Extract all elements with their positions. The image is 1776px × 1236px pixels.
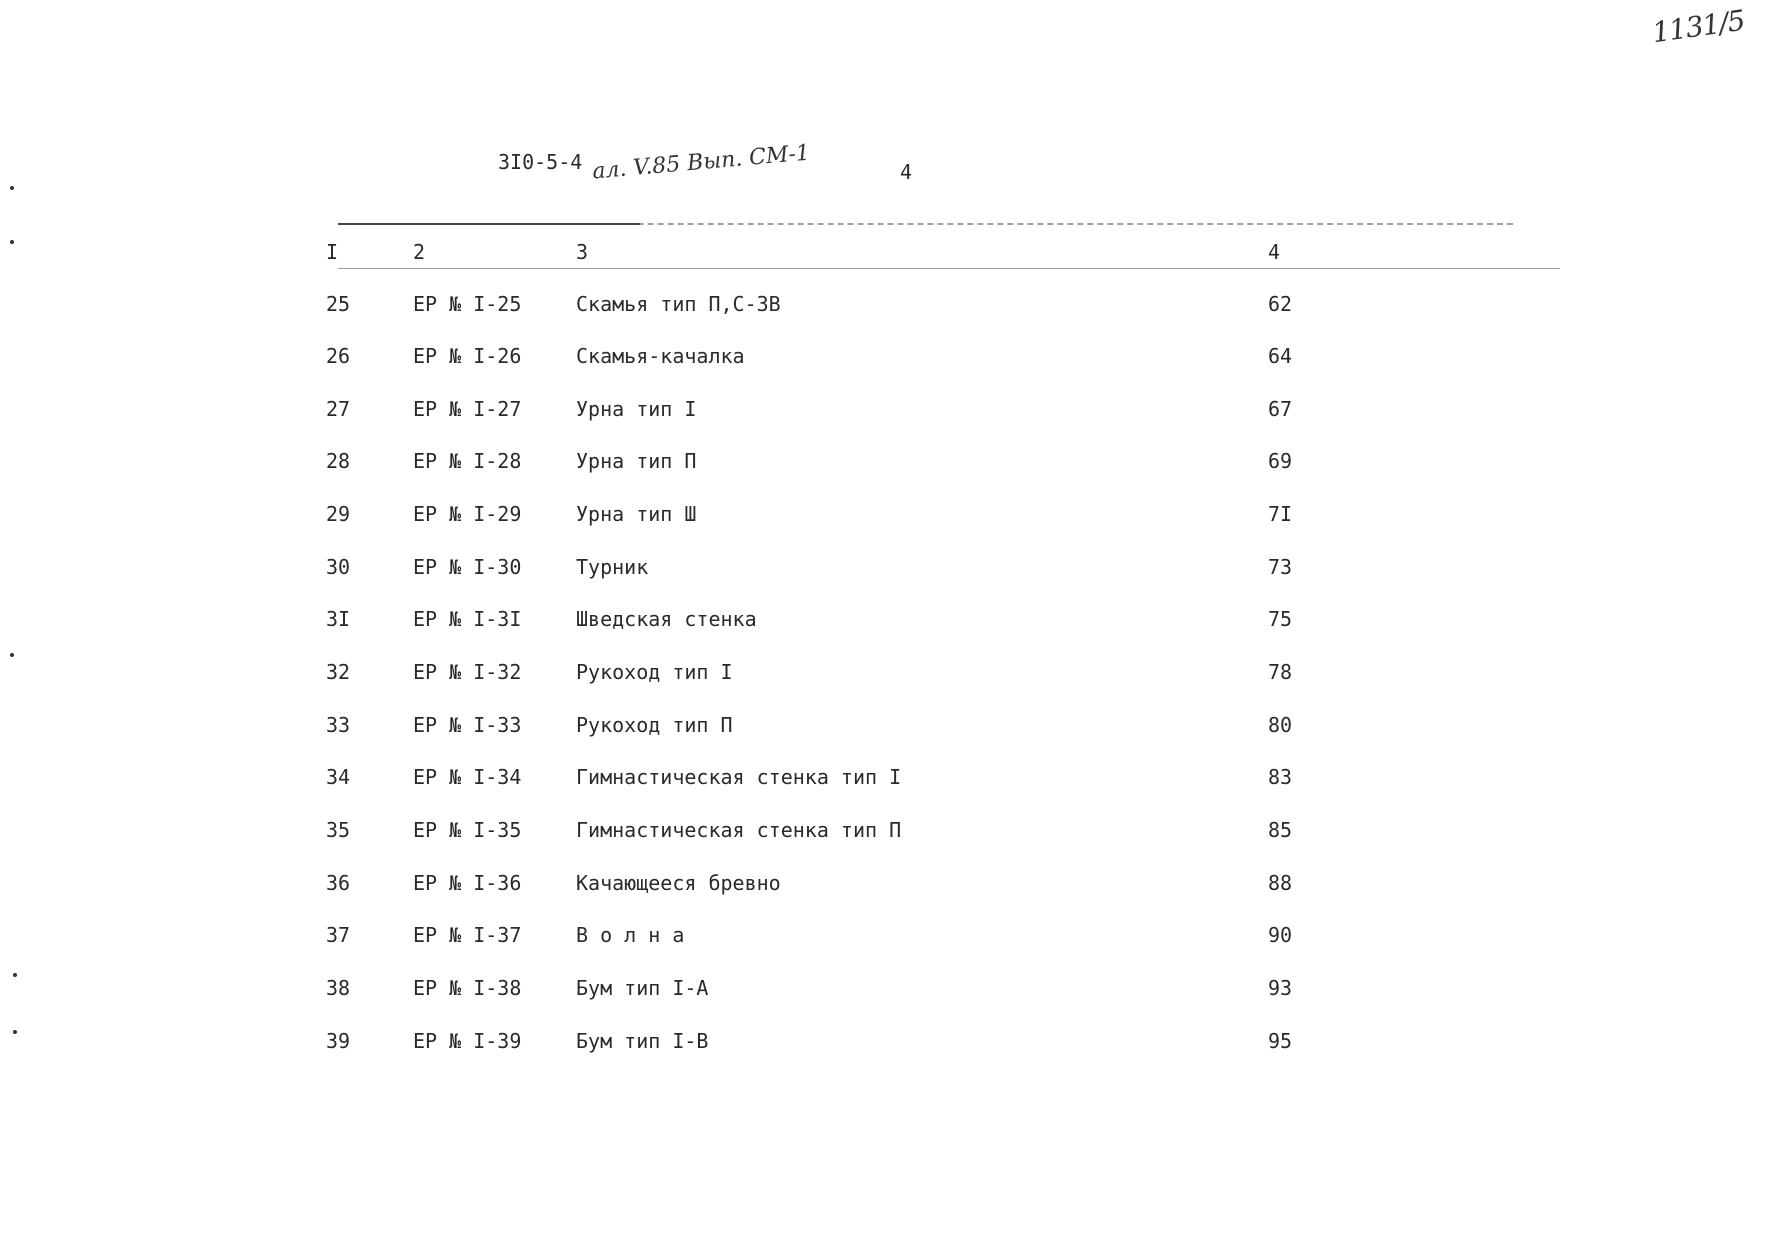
row-page: 83 xyxy=(1268,765,1293,789)
row-page: 73 xyxy=(1268,555,1293,579)
row-code: ЕР № I-36 xyxy=(413,871,522,895)
column-header-4: 4 xyxy=(1268,240,1281,264)
column-header-3: 3 xyxy=(576,240,589,264)
row-number: 36 xyxy=(326,871,351,895)
table-row xyxy=(0,871,1776,911)
top-divider-solid xyxy=(338,223,640,225)
row-code: ЕР № I-29 xyxy=(413,502,522,526)
table-row xyxy=(0,292,1776,332)
row-name: Бум тип I-А xyxy=(576,976,709,1000)
row-number: 37 xyxy=(326,923,351,947)
row-code: ЕР № I-38 xyxy=(413,976,522,1000)
row-name: Рукоход тип П xyxy=(576,713,733,737)
row-name: Скамья тип П,С-3В xyxy=(576,292,781,316)
row-code: ЕР № I-26 xyxy=(413,344,522,368)
scan-speck xyxy=(10,240,14,244)
handwritten-sheet-number: 1131/5 xyxy=(1650,3,1747,50)
row-name: Гимнастическая стенка тип I xyxy=(576,765,902,789)
row-page: 75 xyxy=(1268,607,1293,631)
row-page: 95 xyxy=(1268,1029,1293,1053)
row-name: Качающееся бревно xyxy=(576,871,781,895)
header-divider xyxy=(338,268,1560,269)
row-page: 80 xyxy=(1268,713,1293,737)
row-page: 93 xyxy=(1268,976,1293,1000)
row-name: Турник xyxy=(576,555,649,579)
row-number: 26 xyxy=(326,344,351,368)
row-page: 67 xyxy=(1268,397,1293,421)
row-number: 39 xyxy=(326,1029,351,1053)
column-header-2: 2 xyxy=(413,240,426,264)
row-page: 90 xyxy=(1268,923,1293,947)
row-page: 69 xyxy=(1268,449,1293,473)
row-code: ЕР № I-33 xyxy=(413,713,522,737)
row-number: 35 xyxy=(326,818,351,842)
row-number: 30 xyxy=(326,555,351,579)
row-name: Урна тип П xyxy=(576,449,697,473)
row-number: 3I xyxy=(326,607,351,631)
scan-speck xyxy=(13,1030,17,1034)
scan-speck xyxy=(13,973,17,977)
row-code: ЕР № I-34 xyxy=(413,765,522,789)
document-code: 3I0-5-4 xyxy=(498,150,583,174)
row-number: 29 xyxy=(326,502,351,526)
table-row xyxy=(0,1029,1776,1069)
table-row xyxy=(0,344,1776,384)
row-number: 32 xyxy=(326,660,351,684)
scan-speck xyxy=(10,186,14,190)
row-number: 27 xyxy=(326,397,351,421)
row-code: ЕР № I-32 xyxy=(413,660,522,684)
row-page: 85 xyxy=(1268,818,1293,842)
row-code: ЕР № I-37 xyxy=(413,923,522,947)
row-page: 62 xyxy=(1268,292,1293,316)
page-number: 4 xyxy=(900,160,913,184)
row-number: 25 xyxy=(326,292,351,316)
row-code: ЕР № I-25 xyxy=(413,292,522,316)
table-row xyxy=(0,765,1776,805)
row-number: 34 xyxy=(326,765,351,789)
table-row xyxy=(0,818,1776,858)
row-name: Скамья-качалка xyxy=(576,344,745,368)
row-name: Шведская стенка xyxy=(576,607,757,631)
row-name: В о л н а xyxy=(576,923,685,947)
row-number: 38 xyxy=(326,976,351,1000)
column-header-1: I xyxy=(326,240,339,264)
row-name: Гимнастическая стенка тип П xyxy=(576,818,902,842)
row-name: Урна тип I xyxy=(576,397,697,421)
row-name: Урна тип Ш xyxy=(576,502,697,526)
table-row xyxy=(0,713,1776,753)
document-header xyxy=(498,140,812,185)
row-name: Рукоход тип I xyxy=(576,660,733,684)
row-page: 78 xyxy=(1268,660,1293,684)
row-page: 7I xyxy=(1268,502,1293,526)
table-row xyxy=(0,502,1776,542)
table-row xyxy=(0,607,1776,647)
handwritten-annotation: ал. V.85 Вып. СМ-1 xyxy=(591,140,812,185)
table-row xyxy=(0,660,1776,700)
table-row xyxy=(0,923,1776,963)
row-code: ЕР № I-27 xyxy=(413,397,522,421)
table-row xyxy=(0,555,1776,595)
row-code: ЕР № I-39 xyxy=(413,1029,522,1053)
row-page: 88 xyxy=(1268,871,1293,895)
row-number: 28 xyxy=(326,449,351,473)
row-number: 33 xyxy=(326,713,351,737)
table-row xyxy=(0,976,1776,1016)
scan-speck xyxy=(10,653,14,657)
table-row xyxy=(0,397,1776,437)
table-row xyxy=(0,449,1776,489)
row-code: ЕР № I-35 xyxy=(413,818,522,842)
row-code: ЕР № I-28 xyxy=(413,449,522,473)
row-code: ЕР № I-3I xyxy=(413,607,522,631)
row-page: 64 xyxy=(1268,344,1293,368)
row-name: Бум тип I-В xyxy=(576,1029,709,1053)
row-code: ЕР № I-30 xyxy=(413,555,522,579)
